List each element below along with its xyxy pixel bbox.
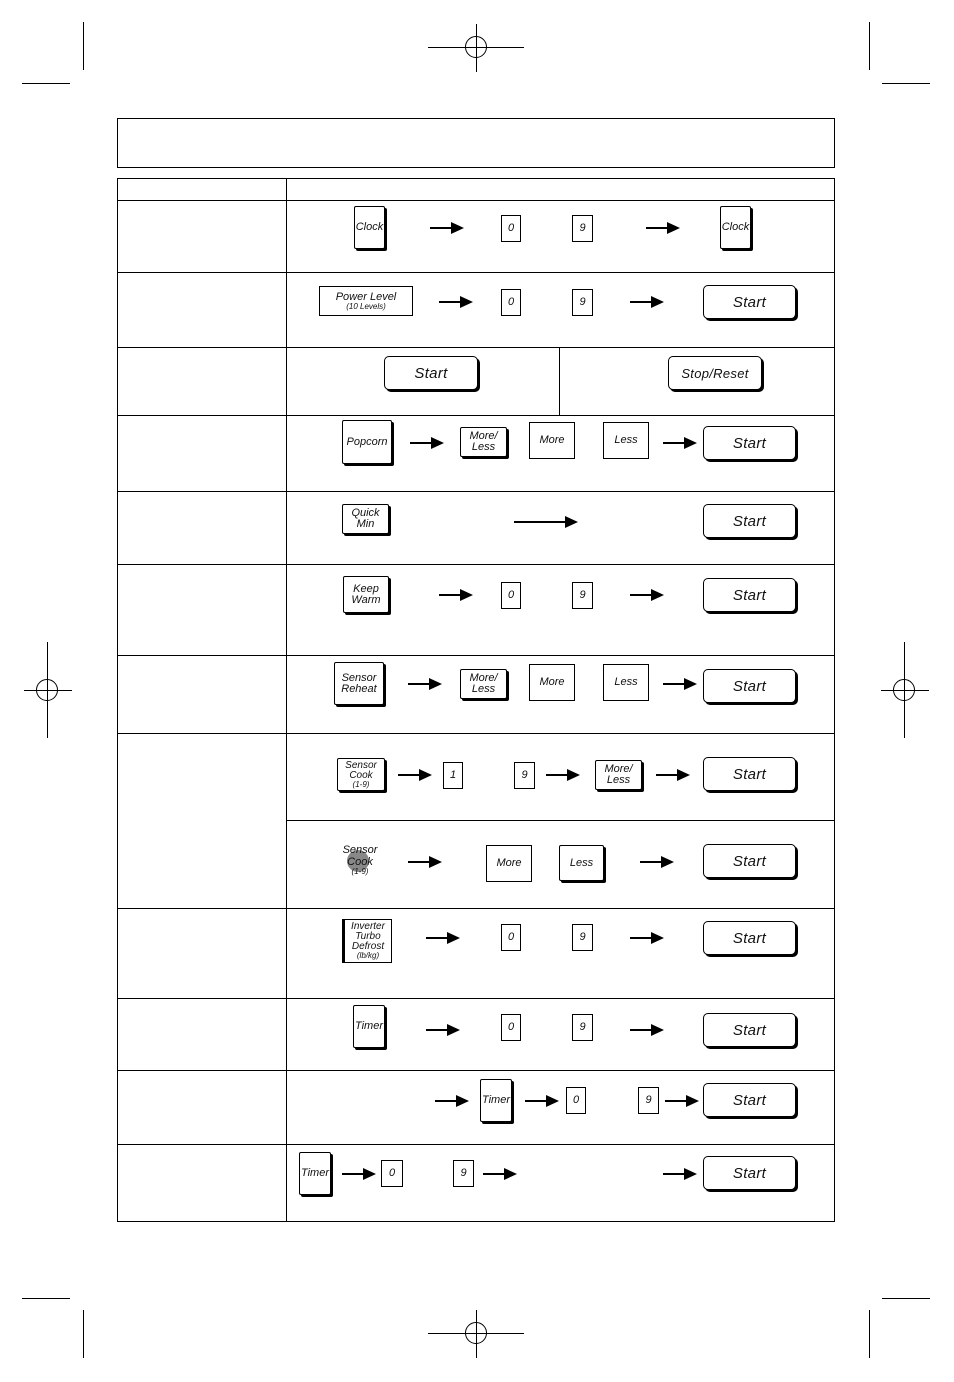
sensor-cook-sublabel: (1-9) [351, 867, 369, 877]
digit-0-key: 0 [501, 924, 521, 951]
start-key: Start [703, 504, 796, 538]
digit-9-key: 9 [572, 215, 593, 242]
crop-mark [22, 83, 70, 84]
digit-9-key: 9 [638, 1087, 659, 1114]
arrow-icon [525, 1095, 559, 1107]
start-key: Start [703, 578, 796, 612]
digit-9-key: 9 [572, 1014, 593, 1041]
inverter-label-3: Defrost [351, 941, 385, 952]
row-divider [117, 347, 835, 348]
digit-9-key: 9 [572, 289, 593, 316]
digit-0-key: 0 [566, 1087, 586, 1114]
crop-mark [882, 1298, 930, 1299]
registration-mark [893, 679, 915, 701]
arrow-icon [646, 222, 680, 234]
registration-mark [465, 36, 487, 58]
less-key: Less [559, 845, 604, 881]
arrow-icon [546, 769, 580, 781]
clock-key: Clock [354, 206, 385, 249]
row-divider [117, 491, 835, 492]
arrow-icon [663, 678, 697, 690]
more-key: More [529, 422, 575, 459]
digit-0-key: 0 [501, 289, 521, 316]
power-level-label: Power Level [335, 290, 397, 303]
inverter-sublabel: (lb/kg) [356, 951, 380, 960]
start-key: Start [703, 757, 796, 791]
popcorn-key: Popcorn [342, 420, 392, 464]
arrow-icon [408, 678, 442, 690]
more-less-label-1: More/ [604, 763, 633, 775]
more-less-key [460, 427, 507, 457]
sensor-cook-key [338, 845, 382, 876]
digit-0-key: 0 [501, 582, 521, 609]
start-key: Start [703, 669, 796, 703]
more-less-label-1: More/ [469, 430, 498, 442]
sensor-reheat-key [334, 662, 384, 705]
timer-key: Timer [299, 1152, 331, 1195]
registration-mark [465, 1322, 487, 1344]
arrow-icon [435, 1095, 469, 1107]
inverter-turbo-defrost-key [342, 919, 392, 963]
arrow-icon [663, 1168, 697, 1180]
arrow-icon [342, 1168, 376, 1180]
less-key: Less [603, 664, 649, 701]
sensor-cook-label-1: Sensor [345, 759, 377, 771]
sensor-reheat-label-1: Sensor [341, 671, 377, 684]
digit-0-key: 0 [501, 1014, 521, 1041]
sensor-reheat-label-2: Reheat [341, 682, 377, 695]
more-less-label-2: Less [471, 441, 496, 453]
digit-0-key: 0 [381, 1160, 403, 1187]
keep-warm-key [343, 576, 389, 613]
more-less-label-2: Less [471, 683, 496, 695]
more-less-key [460, 669, 507, 699]
arrow-icon [483, 1168, 517, 1180]
arrow-icon [430, 222, 464, 234]
start-key: Start [384, 356, 478, 390]
arrow-icon [514, 516, 578, 528]
start-key: Start [703, 426, 796, 460]
arrow-icon [630, 296, 664, 308]
start-key: Start [703, 1013, 796, 1047]
sensor-cook-label-2: Cook [349, 769, 373, 781]
arrow-icon [630, 589, 664, 601]
quick-min-label-2: Min [356, 518, 375, 530]
arrow-icon [630, 1024, 664, 1036]
more-less-label-2: Less [606, 774, 631, 786]
power-level-sublabel: (10 Levels) [346, 301, 386, 311]
inverter-label-1: Inverter [351, 921, 385, 932]
more-key: More [529, 664, 575, 701]
row-divider [117, 564, 835, 565]
digit-9-key: 9 [572, 924, 593, 951]
digit-9-key: 9 [572, 582, 593, 609]
row-divider [117, 733, 835, 734]
sensor-cook-sublabel: (1-9) [352, 779, 370, 789]
sensor-cook-label-1: Sensor [342, 844, 378, 856]
less-key: Less [603, 422, 649, 459]
start-key: Start [703, 1156, 796, 1190]
timer-key: Timer [480, 1079, 512, 1122]
sensor-cook-label-2: Cook [347, 855, 373, 868]
arrow-icon [398, 769, 432, 781]
quick-min-key [342, 504, 389, 534]
digit-9-key: 9 [453, 1160, 474, 1187]
arrow-icon [439, 589, 473, 601]
digit-0-key: 0 [501, 215, 521, 242]
digit-9-key: 9 [514, 762, 535, 789]
crop-mark [22, 1298, 70, 1299]
crop-mark [83, 1310, 84, 1358]
row-divider [117, 998, 835, 999]
start-key: Start [703, 1083, 796, 1117]
inverter-label-2: Turbo [355, 931, 381, 942]
more-less-key [595, 760, 642, 790]
arrow-icon [640, 856, 674, 868]
clock-key: Clock [720, 206, 751, 249]
sensor-cook-key [337, 758, 385, 791]
arrow-icon [439, 296, 473, 308]
row-divider [117, 415, 835, 416]
row-divider [117, 1144, 835, 1145]
arrow-icon [656, 769, 690, 781]
timer-key: Timer [353, 1005, 385, 1048]
stop-reset-key: Stop/Reset [668, 356, 762, 390]
start-key: Start [703, 844, 796, 878]
digit-1-key: 1 [443, 762, 463, 789]
column-divider [286, 178, 287, 1222]
arrow-icon [410, 437, 444, 449]
power-level-key [319, 286, 413, 316]
keep-warm-label-2: Warm [351, 593, 381, 606]
row-divider [117, 655, 835, 656]
arrow-icon [663, 437, 697, 449]
title-box [117, 118, 835, 168]
registration-mark [36, 679, 58, 701]
arrow-icon [665, 1095, 699, 1107]
more-less-label-1: More/ [469, 672, 498, 684]
crop-mark [869, 22, 870, 70]
header-row-divider [117, 200, 835, 201]
arrow-icon [426, 932, 460, 944]
sub-row-divider [286, 820, 835, 821]
more-key: More [486, 845, 532, 882]
crop-mark [882, 83, 930, 84]
row-divider [117, 272, 835, 273]
quick-min-label-1: Quick [351, 507, 380, 519]
crop-mark [83, 22, 84, 70]
start-key: Start [703, 285, 796, 319]
crop-mark [869, 1310, 870, 1358]
row-divider [117, 1070, 835, 1071]
keep-warm-label-1: Keep [353, 582, 379, 595]
row-divider [117, 908, 835, 909]
cell-divider [559, 347, 560, 415]
arrow-icon [630, 932, 664, 944]
arrow-icon [408, 856, 442, 868]
arrow-icon [426, 1024, 460, 1036]
start-key: Start [703, 921, 796, 955]
